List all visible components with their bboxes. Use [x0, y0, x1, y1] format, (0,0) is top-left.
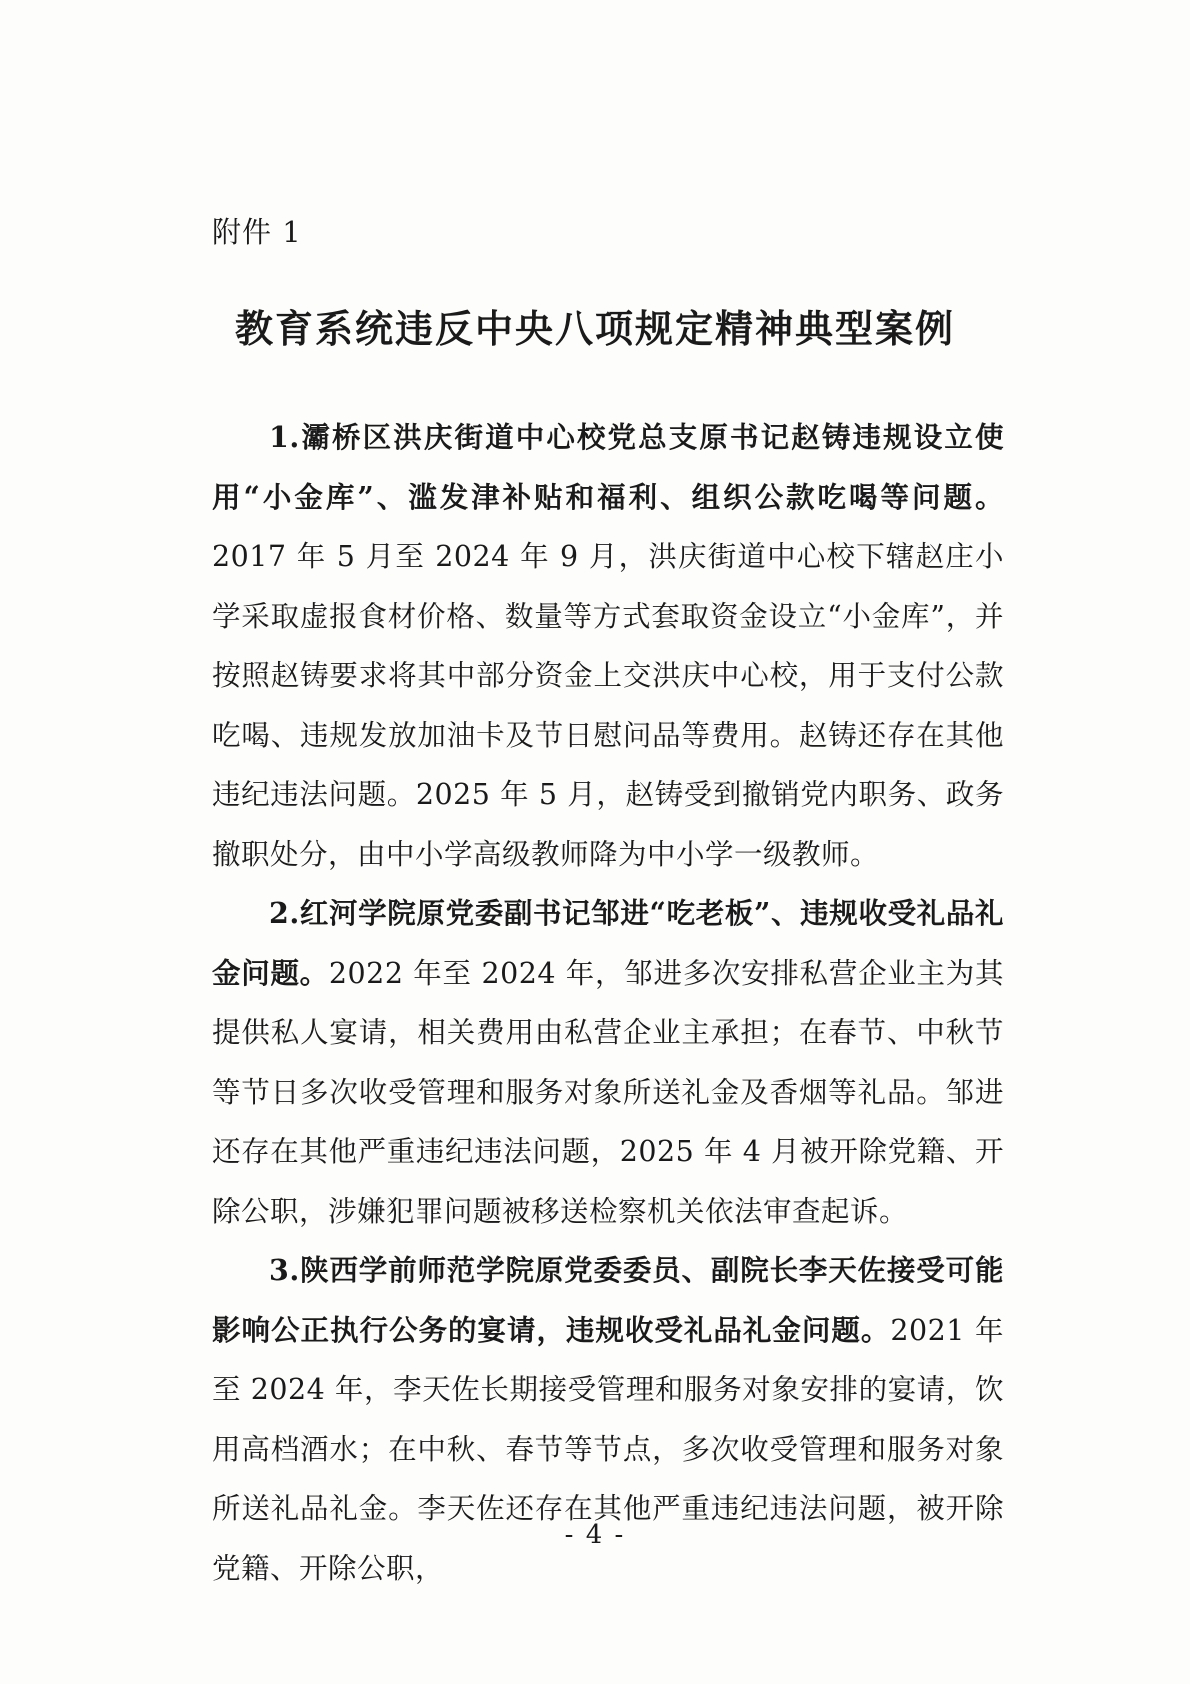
document-body [212, 408, 1004, 1598]
case-paragraph-1 [212, 408, 1004, 884]
case-heading-2: 2.红河学院原党委副书记邹进“吃老板”、违规收受礼品礼金问题。 [212, 896, 1004, 990]
attachment-label: 附件 1 [212, 215, 302, 249]
case-paragraph-2 [212, 884, 1004, 1241]
case-body-3: 2021 年至 2024 年，李天佐长期接受管理和服务对象安排的宴请，饮用高档酒水；在中秋、春节等节点，多次收受管理和服务对象所送礼品礼金。李天佐还存在其他严重违纪违法问题，被开除党籍、开除公职， [212, 1313, 1004, 1585]
case-heading-3: 3.陕西学前师范学院原党委委员、副院长李天佐接受可能影响公正执行公务的宴请，违规收受礼品礼金问题。 [212, 1253, 1004, 1347]
case-body-2: 2022 年至 2024 年，邹进多次安排私营企业主为其提供私人宴请，相关费用由私营企业主承担；在春节、中秋节等节日多次收受管理和服务对象所送礼金及香烟等礼品。邹进还存在其他严重违纪违法问题，2025 年 4 月被开除党籍、开除公职，涉嫌犯罪问题被移送检察机关依法审查起诉。 [212, 956, 1004, 1228]
case-body-1: 2017 年 5 月至 2024 年 9 月，洪庆街道中心校下辖赵庄小学采取虚报食材价格、数量等方式套取资金设立“小金库”，并按照赵铸要求将其中部分资金上交洪庆中心校，用于支付公款吃喝、违规发放加油卡及节日慰问品等费用。赵铸还存在其他违纪违法问题。2025 年 5 月，赵铸受到撤销党内职务、政务撤职处分，由中小学高级教师降为中小学一级教师。 [212, 540, 1004, 871]
document-title: 教育系统违反中央八项规定精神典型案例 [234, 306, 955, 351]
case-heading-1: 1.灞桥区洪庆街道中心校党总支原书记赵铸违规设立使用“小金库”、滥发津补贴和福利、组织公款吃喝等问题。 [212, 420, 1004, 514]
page-number: - 4 - [564, 1520, 626, 1550]
